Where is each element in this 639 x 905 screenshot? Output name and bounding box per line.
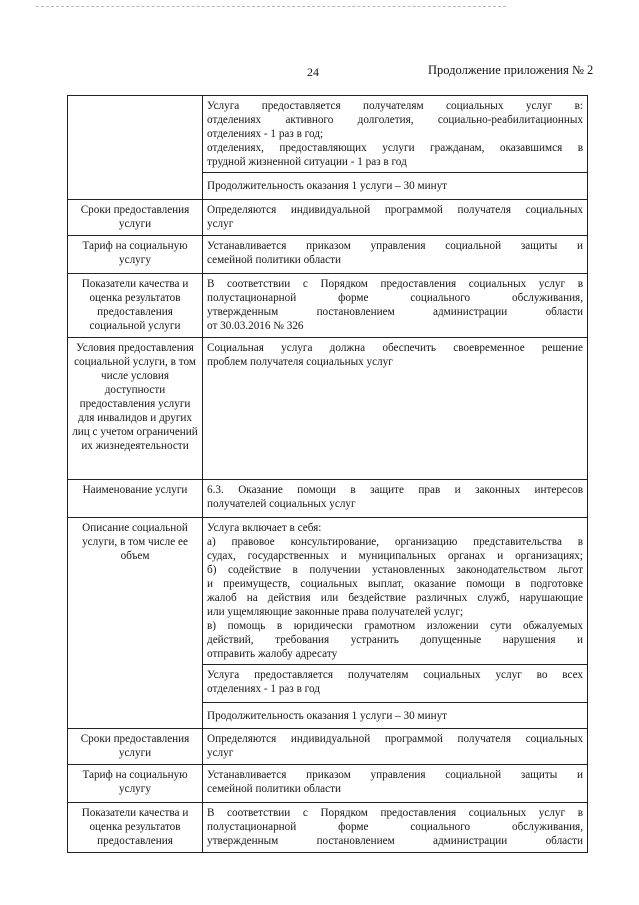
text-line: полустационарной форме социального обслуживания, xyxy=(207,292,583,304)
text-line: или ущемляющие законные права получателей услуг; xyxy=(207,606,464,618)
table-row xyxy=(68,274,588,338)
table-row xyxy=(68,729,588,765)
table-row xyxy=(68,765,588,803)
content-cell-conditions xyxy=(203,338,588,480)
text-line: Устанавливается приказом управления социальной защиты и xyxy=(207,240,583,252)
label-cell-description: Описание социальной услуги, в том числе ее объем xyxy=(68,518,203,729)
service-description-table xyxy=(67,95,588,853)
content-cell-quality xyxy=(203,274,588,338)
text-line: проблем получателя социальных услуг xyxy=(207,356,393,368)
content-cell-tariff xyxy=(203,765,588,803)
content-cell-periodicity xyxy=(203,96,588,173)
text-line: Услуга предоставляется получателям социальных услуг в: xyxy=(207,100,583,112)
text-line: В соответствии с Порядком предоставления социальных услуг в xyxy=(207,807,583,819)
label-cell-tariff: Тариф на социальную услугу xyxy=(68,236,203,274)
text-line: семейной политики области xyxy=(207,783,341,795)
table-row xyxy=(68,200,588,236)
label-cell-empty xyxy=(68,96,203,200)
text-line: б) содействие в получении установленных законодательством льгот xyxy=(207,564,583,576)
text-line: отделениях - 1 раз в год xyxy=(207,683,320,695)
text-line: Устанавливается приказом управления социальной защиты и xyxy=(207,769,583,781)
table-row xyxy=(68,236,588,274)
text-line: полустационарной форме социального обслуживания, xyxy=(207,821,583,833)
text-line: от 30.03.2016 № 326 xyxy=(207,320,304,332)
text-line: трудной жизненной ситуации - 1 раз в год xyxy=(207,156,407,168)
content-cell-terms xyxy=(203,729,588,765)
text-line: Продолжительность оказания 1 услуги – 30 минут xyxy=(207,709,448,722)
content-cell-terms xyxy=(203,200,588,236)
text-line: Услуга предоставляется получателям социальных услуг во всех xyxy=(207,669,583,681)
text-line: в) помощь в юридически грамотном изложении сути обжалуемых xyxy=(207,620,583,632)
table-row xyxy=(68,518,588,665)
label-cell-tariff: Тариф на социальную услугу xyxy=(68,765,203,803)
text-line: отделениях активного долголетия, социально-реабилитационных xyxy=(207,114,583,126)
text-line: и преимуществ, социальных выплат, оказание помощи в подготовке xyxy=(207,578,583,590)
text-line: Услуга включает в себя: xyxy=(207,522,322,534)
text-line: Социальная услуга должна обеспечить своевременное решение xyxy=(207,342,583,354)
label-cell-quality: Показатели качества и оценка результатов предоставления xyxy=(68,803,203,853)
text-line: получателей социальных услуг xyxy=(207,498,356,510)
text-line: а) правовое консультирование, организацию представительства в xyxy=(207,536,583,548)
text-line: Продолжительность оказания 1 услуги – 30 минут xyxy=(207,180,448,192)
text-line: действий, требования устранить допущенные нарушения и xyxy=(207,634,583,646)
text-line: жалоб на действия или бездействие различных служб, нарушающие xyxy=(207,592,583,604)
content-cell-tariff xyxy=(203,236,588,274)
table-row xyxy=(68,96,588,173)
content-cell-quality xyxy=(203,803,588,853)
text-line: 6.3. Оказание помощи в защите прав и законных интересов xyxy=(207,484,583,496)
content-cell-duration xyxy=(203,703,588,729)
text-line: утвержденным постановлением администрации области xyxy=(207,306,583,318)
text-line: Определяются индивидуальной программой получателя социальных xyxy=(207,733,583,745)
label-cell-service-name: Наименование услуги xyxy=(68,480,203,518)
table-row xyxy=(68,803,588,853)
text-line: отправить жалобу адресату xyxy=(207,648,338,660)
scan-edge-line xyxy=(36,6,506,7)
text-line: Определяются индивидуальной программой получателя социальных xyxy=(207,204,583,216)
page-number: 24 xyxy=(307,65,319,79)
content-cell-description xyxy=(203,518,588,665)
text-line: семейной политики области xyxy=(207,254,341,266)
content-cell-periodicity xyxy=(203,665,588,703)
text-line: утвержденным постановлением администрации области xyxy=(207,835,583,847)
content-cell-duration xyxy=(203,173,588,200)
appendix-continuation-title: Продолжение приложения № 2 xyxy=(428,63,594,77)
label-cell-quality: Показатели качества и оценка результатов предоставления социальной услуги xyxy=(68,274,203,338)
text-line: судах, государственных и муниципальных органах и организациях; xyxy=(207,550,583,562)
label-cell-conditions: Условия предоставления социальной услуги, в том числе условия доступности предоставления услуги для инвалидов и других лиц с учетом ограничений их жизнедеятельности xyxy=(68,338,203,480)
text-line: отделениях - 1 раз в год; xyxy=(207,128,324,140)
label-cell-terms: Сроки предоставления услуги xyxy=(68,729,203,765)
label-cell-terms: Сроки предоставления услуги xyxy=(68,200,203,236)
text-line: отделениях, предоставляющих услуги гражданам, оказавшимся в xyxy=(207,142,583,154)
table-row xyxy=(68,338,588,480)
text-line: услуг xyxy=(207,747,234,759)
text-line: услуг xyxy=(207,218,234,230)
text-line: В соответствии с Порядком предоставления социальных услуг в xyxy=(207,278,583,290)
content-cell-service-name xyxy=(203,480,588,518)
table-row xyxy=(68,480,588,518)
